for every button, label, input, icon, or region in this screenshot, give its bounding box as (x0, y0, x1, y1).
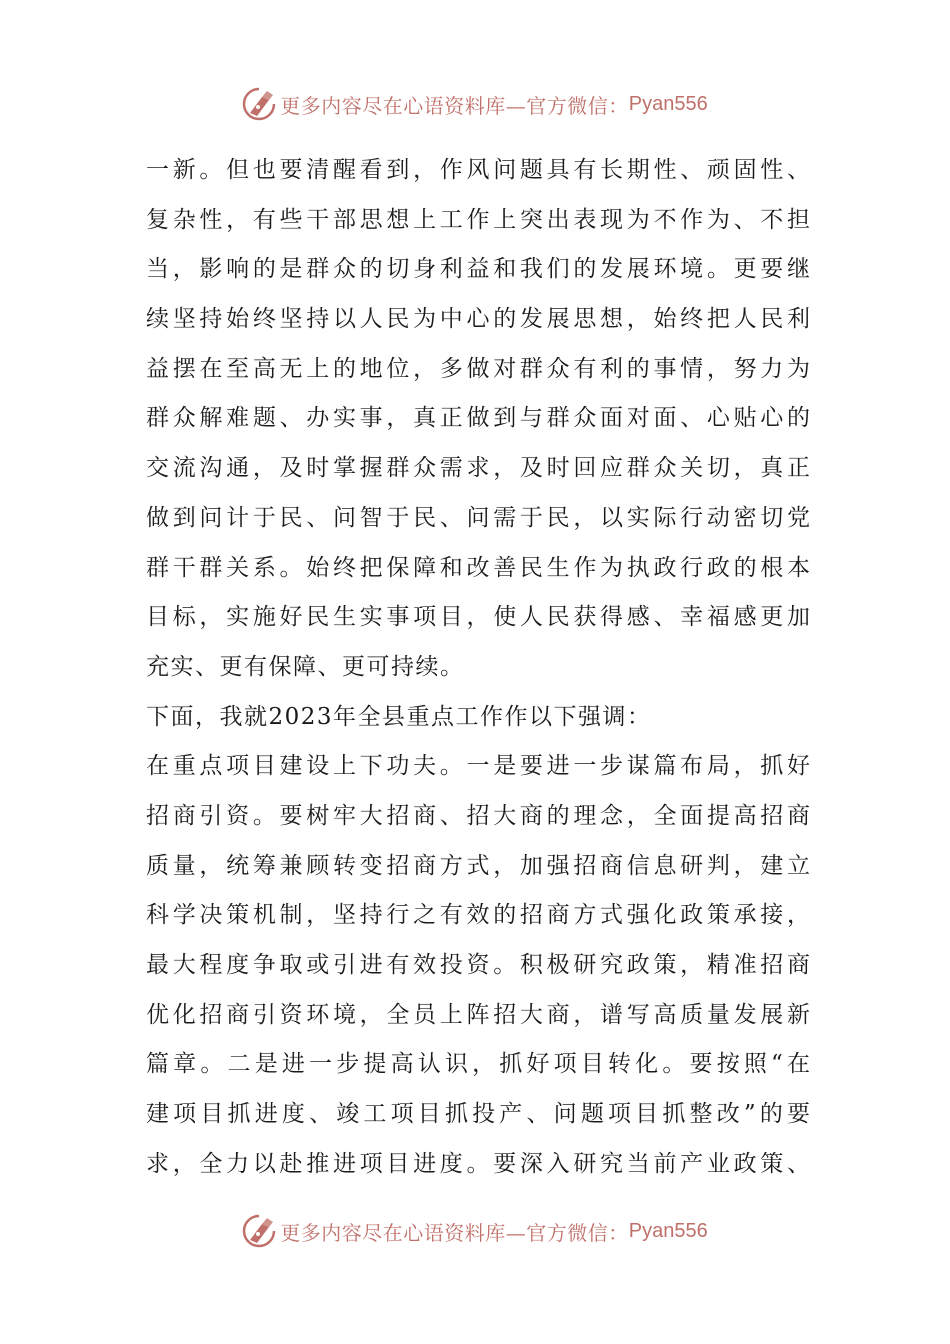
body-line: 群众解难题、办实事，真正做到与群众面对面、心贴心的 (146, 405, 810, 432)
body-line: 充实、更有保障、更可持续。 (146, 653, 465, 680)
document-body (146, 146, 810, 1189)
body-line: 建项目抓进度、竣工项目抓投产、问题项目抓整改”的要 (146, 1101, 810, 1128)
body-line: 招商引资。要树牢大招商、招大商的理念，全面提高招商 (146, 802, 810, 829)
body-line: 群干群关系。始终把保障和改善民生作为执政行政的根本 (146, 554, 810, 581)
body-line: 当，影响的是群众的切身利益和我们的发展环境。更要继 (146, 256, 810, 283)
body-line: 篇章。二是进一步提高认识，抓好项目转化。要按照“在 (146, 1051, 810, 1078)
watermark-text: 更多内容尽在心语资料库—官方微信： (280, 1220, 629, 1245)
body-line: 在重点项目建设上下功夫。一是要进一步谋篇布局，抓好 (146, 753, 810, 780)
body-line: 做到问计于民、问智于民、问需于民，以实际行动密切党 (146, 504, 810, 531)
header-watermark (0, 84, 950, 124)
watermark-wechat-id: Pyan556 (628, 1219, 708, 1242)
body-line: 质量，统筹兼顾转变招商方式，加强招商信息研判，建立 (146, 852, 810, 879)
body-line: 益摆在至高无上的地位，多做对群众有利的事情，努力为 (146, 355, 810, 382)
body-line: 一新。但也要清醒看到，作风问题具有长期性、顽固性、 (146, 157, 810, 183)
body-line: 目标，实施好民生实事项目，使人民获得感、幸福感更加 (146, 604, 810, 631)
body-line: 科学决策机制，坚持行之有效的招商方式强化政策承接， (146, 902, 810, 929)
footer-watermark (0, 1211, 950, 1251)
body-line: 下面，我就2023年全县重点工作作以下强调： (146, 703, 652, 730)
pen-nib-logo-icon (242, 1214, 276, 1248)
body-line: 复杂性，有些干部思想上工作上突出表现为不作为、不担 (146, 206, 810, 233)
pen-nib-logo-icon (242, 87, 276, 121)
body-line: 续坚持始终坚持以人民为中心的发展思想，始终把人民利 (146, 306, 810, 333)
watermark-text: 更多内容尽在心语资料库—官方微信： (280, 93, 629, 118)
watermark-wechat-id: Pyan556 (628, 92, 708, 115)
body-line: 最大程度争取或引进有效投资。积极研究政策，精准招商 (146, 952, 810, 978)
body-line: 交流沟通，及时掌握群众需求，及时回应群众关切，真正 (146, 455, 810, 482)
body-line: 优化招商引资环境，全员上阵招大商，谱写高质量发展新 (146, 1001, 810, 1028)
body-line: 求，全力以赴推进项目进度。要深入研究当前产业政策、 (146, 1150, 810, 1177)
